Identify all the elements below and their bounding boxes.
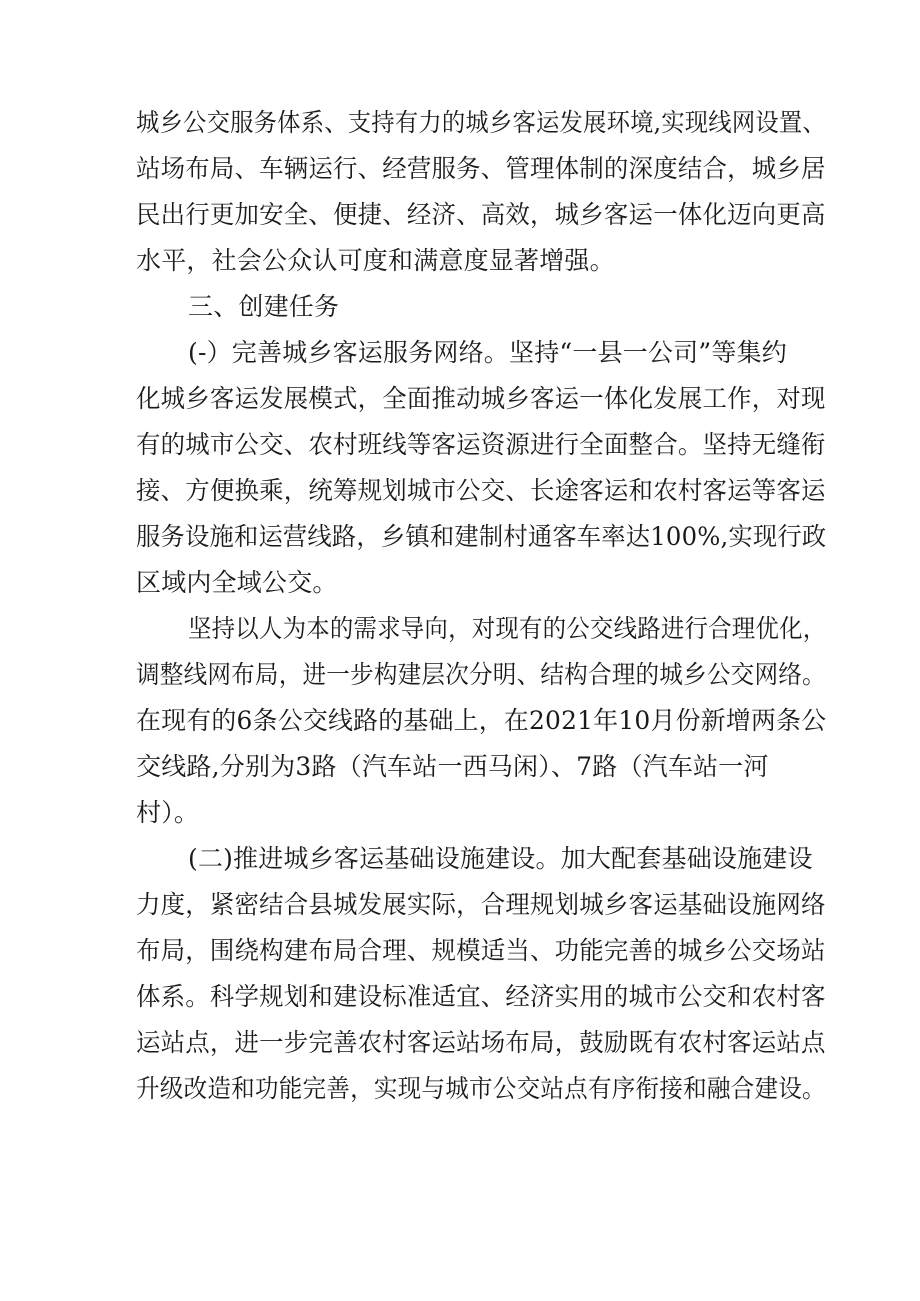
text-line: 民出行更加安全、便捷、经济、高效，城乡客运一体化迈向更高: [136, 200, 826, 229]
text-line: 水平，社会公众认可度和满意度显著增强。: [136, 246, 615, 275]
text-line: 在现有的6条公交线路的基础上，在2021年10月份新增两条公: [136, 706, 827, 735]
paragraph-start: 坚持以人为本的需求导向，对现有的公交线路进行合理优化，: [188, 614, 827, 643]
text-line: 城乡公交服务体系、支持有力的城乡客运发展环境,实现线网设置、: [136, 108, 826, 137]
text-line: 运站点，进一步完善农村客运站场布局，鼓励既有农村客运站点: [136, 1028, 826, 1057]
subsection-heading: (二)推进城乡客运基础设施建设。加大配套基础设施建设: [188, 844, 813, 873]
text-line: 力度，紧密结合县城发展实际，合理规划城乡客运基础设施网络: [136, 890, 826, 919]
text-line: 体系。科学规划和建设标准适宜、经济实用的城市公交和农村客: [136, 982, 826, 1011]
section-heading: 三、创建任务: [188, 292, 340, 321]
text-line: 区域内全域公交。: [136, 568, 338, 597]
text-line: 交线路,分别为3路（汽车站一西马闲）、7路（汽车站一河: [136, 752, 769, 781]
text-line: 化城乡客运发展模式，全面推动城乡客运一体化发展工作，对现: [136, 384, 826, 413]
text-line: 村）。: [136, 798, 200, 827]
text-line: 站场布局、车辆运行、经营服务、管理体制的深度结合，城乡居: [136, 154, 826, 183]
text-line: 服务设施和运营线路，乡镇和建制村通客车率达100%,实现行政: [136, 522, 827, 551]
text-line: 布局，围绕构建布局合理、规模适当、功能完善的城乡公交场站: [136, 936, 826, 965]
subsection-heading: (-）完善城乡客运服务网络。坚持“一县一公司”等集约: [188, 338, 787, 367]
text-line: 接、方便换乘，统筹规划城市公交、长途客运和农村客运等客运: [136, 476, 826, 505]
text-line: 升级改造和功能完善，实现与城市公交站点有序衔接和融合建设。: [136, 1074, 826, 1103]
text-line: 调整线网布局，进一步构建层次分明、结构合理的城乡公交网络。: [136, 660, 826, 689]
text-line: 有的城市公交、农村班线等客运资源进行全面整合。坚持无缝衔: [136, 430, 826, 459]
